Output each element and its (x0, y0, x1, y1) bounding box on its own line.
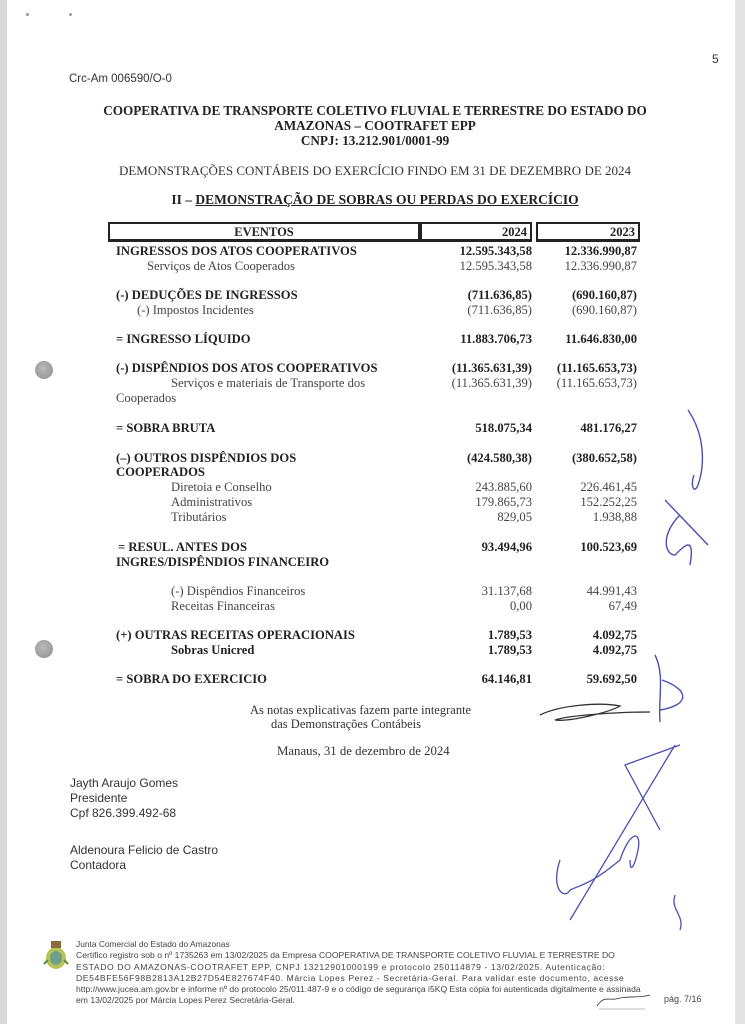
certificate-line: em 13/02/2025 por Márcia Lopes Perez Secretária-Geral. (76, 995, 295, 1006)
org-name-line2: AMAZONAS – COOTRAFET EPP (274, 118, 476, 133)
signatory-president (70, 776, 178, 821)
row-label: (-) DEDUÇÕES DE INGRESSOS (116, 288, 298, 302)
certificate-line: DE54BFE56F98B2813A12B27D54E827674F40. Márcia Lopes Perez - Secretária-Geral. Para validar este documento, acesse (76, 972, 625, 983)
organization-header (60, 103, 690, 148)
scan-mark (69, 13, 72, 16)
value-2023: 1.938,88 (592, 510, 637, 524)
signatory-role: Presidente (70, 791, 128, 805)
registry-institution: Junta Comercial do Estado do Amazonas (76, 939, 230, 949)
value-2024: 518.075,34 (475, 421, 532, 435)
signatory-role: Contadora (70, 858, 127, 872)
column-header-2024: 2024 (420, 222, 532, 242)
value-2024: 1.789,53 (487, 628, 532, 642)
value-2024: 179.865,73 (475, 495, 532, 509)
notes-line1: As notas explicativas fazem parte integrante (250, 703, 472, 717)
row-label: Receitas Financeiras (171, 599, 275, 613)
value-2023: (690.160,87) (571, 288, 637, 302)
row-label: (-) Impostos Incidentes (137, 303, 254, 317)
section-title-text: DEMONSTRAÇÃO DE SOBRAS OU PERDAS DO EXERCÍCIO (195, 192, 579, 207)
row-label: = INGRESSO LÍQUIDO (116, 332, 251, 346)
row-label: (-) DISPÊNDIOS DOS ATOS COOPERATIVOS (116, 361, 378, 375)
signatory-cpf: Cpf 826.399.492-68 (70, 806, 177, 820)
value-2024: 93.494,96 (481, 540, 532, 554)
page-number: 5 (712, 52, 719, 66)
value-2023: (380.652,58) (571, 451, 637, 465)
row-label: = RESUL. ANTES DOS (118, 540, 247, 554)
column-header-2023: 2023 (536, 222, 640, 242)
scan-right-edge (735, 0, 745, 1024)
section-prefix: II – (171, 192, 196, 207)
value-2024: (11.365.631,39) (451, 376, 532, 390)
value-2023: (11.165.653,73) (556, 376, 637, 390)
value-2023: (11.165.653,73) (556, 361, 637, 375)
handwritten-signature-icon (540, 650, 700, 730)
row-label: INGRESSOS DOS ATOS COOPERATIVOS (116, 244, 357, 258)
certificate-line: http://www.jucea.am.gov.br e informe nº do protocolo 25/011.487-9 e o código de segurança i5KQ Esta cópia foi autenticada digitalmente e assinada (76, 984, 641, 995)
scan-mark (26, 13, 29, 16)
row-label: (–) OUTROS DISPÊNDIOS DOS (116, 451, 297, 465)
value-2024: 31.137,68 (481, 584, 532, 598)
certificate-line: Certifico registro sob o nº 1735263 em 13/02/2025 da Empresa COOPERATIVA DE TRANSPORTE COLETIVO FLUVIAL E TERRESTRE DO (76, 950, 615, 961)
row-label: Tributários (171, 510, 227, 524)
row-label: Serviços de Atos Cooperados (147, 259, 295, 273)
row-label: = SOBRA DO EXERCICIO (116, 672, 267, 686)
section-title (60, 192, 690, 208)
value-2024: (711.636,85) (467, 288, 532, 302)
row-label-continuation: COOPERADOS (116, 465, 205, 479)
value-2023: 4.092,75 (592, 643, 637, 657)
row-label: Sobras Unicred (171, 643, 255, 657)
value-2024: 829,05 (497, 510, 532, 524)
crc-registration: Crc-Am 006590/O-0 (69, 73, 172, 85)
scan-left-edge (0, 0, 7, 1024)
value-2023: 100.523,69 (580, 540, 637, 554)
value-2024: 64.146,81 (481, 672, 532, 686)
row-label: Diretoia e Conselho (171, 480, 272, 494)
row-label-continuation: INGRES/DISPÊNDIOS FINANCEIRO (116, 555, 330, 569)
value-2024: (424.580,38) (466, 451, 532, 465)
notes-line2: das Demonstrações Contábeis (271, 717, 421, 731)
value-2023: 481.176,27 (580, 421, 637, 435)
value-2023: 152.252,25 (580, 495, 637, 509)
value-2023: 12.336.990,87 (564, 244, 637, 258)
explanatory-notes (250, 703, 471, 731)
value-2024: 12.595.343,58 (459, 244, 532, 258)
row-label-continuation: Cooperados (116, 391, 177, 405)
demonstration-title: DEMONSTRAÇÕES CONTÁBEIS DO EXERCÍCIO FINDO EM 31 DE DEZEMBRO DE 2024 (118, 163, 632, 178)
value-2024: 11.883.706,73 (460, 332, 532, 346)
punch-hole (35, 640, 53, 658)
value-2024: (711.636,85) (467, 303, 532, 317)
value-2024: 0,00 (509, 599, 532, 613)
registrar-signature-icon (595, 992, 655, 1012)
value-2023: 67,49 (608, 599, 637, 613)
value-2024: 1.789,53 (487, 643, 532, 657)
value-2023: 4.092,75 (592, 628, 637, 642)
row-label: Serviços e materiais de Transporte dos (171, 376, 366, 390)
handwritten-signature-icon (660, 405, 720, 595)
value-2023: 12.336.990,87 (564, 259, 637, 273)
handwritten-signature-icon (530, 740, 710, 930)
row-label: (+) OUTRAS RECEITAS OPERACIONAIS (116, 628, 355, 642)
page-of-total: pág. 7/16 (664, 994, 702, 1004)
place-date: Manaus, 31 de dezembro de 2024 (277, 744, 450, 758)
signatory-name: Jayth Araujo Gomes (70, 776, 179, 790)
value-2024: (11.365.631,39) (451, 361, 532, 375)
value-2023: 11.646.830,00 (565, 332, 637, 346)
row-label: Administrativos (171, 495, 253, 509)
value-2023: (690.160,87) (571, 303, 637, 317)
value-2024: 243.885,60 (475, 480, 532, 494)
row-label: (-) Dispêndios Financeiros (171, 584, 306, 598)
org-cnpj: CNPJ: 13.212.901/0001-99 (300, 133, 450, 148)
state-emblem-icon (42, 938, 70, 972)
value-2023: 59.692,50 (586, 672, 637, 686)
signatory-accountant (70, 843, 218, 873)
row-label: = SOBRA BRUTA (116, 421, 216, 435)
value-2023: 226.461,45 (580, 480, 637, 494)
value-2023: 44.991,43 (586, 584, 637, 598)
value-2024: 12.595.343,58 (459, 259, 532, 273)
column-header-eventos: EVENTOS (108, 222, 420, 242)
org-name-line1: COOPERATIVA DE TRANSPORTE COLETIVO FLUVIAL E TERRESTRE DO ESTADO DO (103, 103, 647, 118)
punch-hole (35, 361, 53, 379)
signatory-name: Aldenoura Felicio de Castro (70, 843, 219, 857)
certificate-line: ESTADO DO AMAZONAS-COOTRAFET EPP, CNPJ 13212901000199 e protocolo 250114879 - 13/02/2025. Autenticação: (76, 961, 606, 972)
